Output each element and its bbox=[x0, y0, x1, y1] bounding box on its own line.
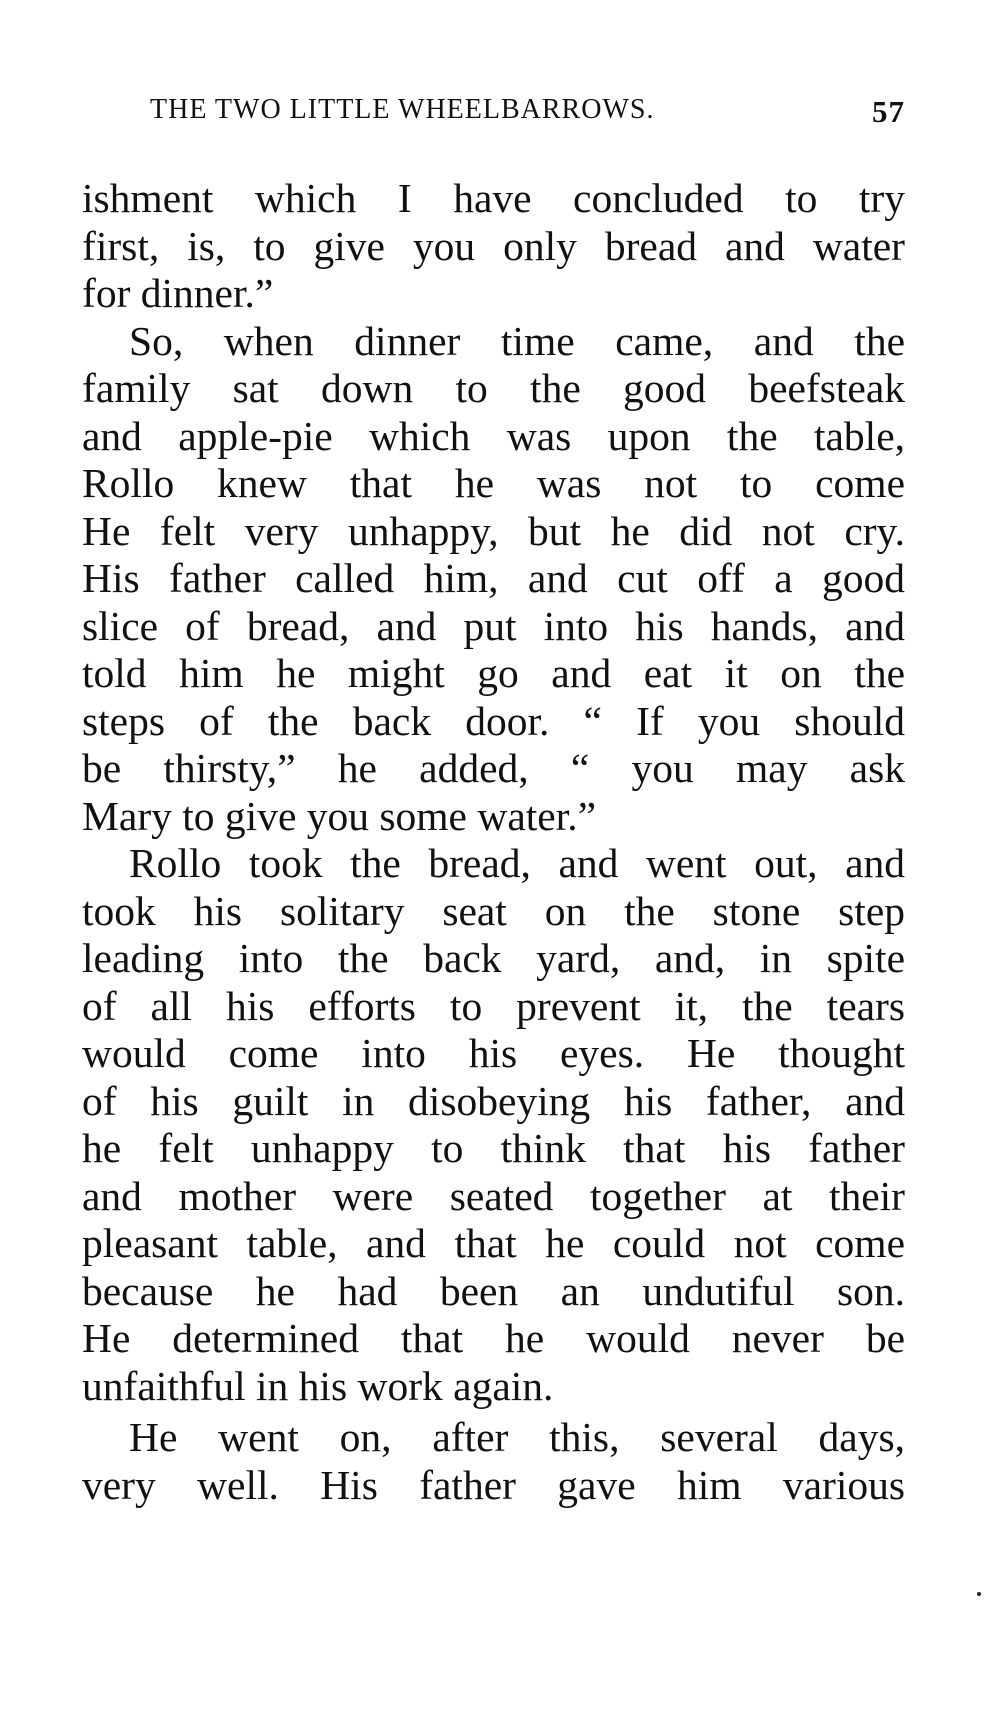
paragraph-rollo-bread bbox=[82, 840, 905, 1410]
text-line: steps of the back door. “ If you should bbox=[82, 697, 905, 744]
text-line: of his guilt in disobeying his father, and bbox=[82, 1077, 905, 1124]
text-line: His father called him, and cut off a good bbox=[82, 555, 905, 601]
paragraph-several-days bbox=[82, 1414, 905, 1509]
body-text bbox=[82, 175, 905, 1509]
text-line: Mary to give you some water.” bbox=[82, 792, 597, 839]
text-line: pleasant table, and that he could not come bbox=[82, 1220, 905, 1266]
text-line: Rollo knew that he was not to come bbox=[82, 460, 905, 506]
text-line: took his solitary seat on the stone step bbox=[82, 887, 905, 934]
text-line: leading into the back yard, and, in spite bbox=[82, 935, 905, 981]
text-line: unfaithful in his work again. bbox=[82, 1362, 554, 1409]
running-head bbox=[150, 94, 905, 134]
text-line: because he had been an undutiful son. bbox=[82, 1267, 905, 1314]
text-line: So, when dinner time came, and the bbox=[129, 317, 905, 364]
text-line: He determined that he would never be bbox=[82, 1315, 905, 1361]
text-line: Rollo took the bread, and went out, and bbox=[129, 840, 905, 886]
text-line: he felt unhappy to think that his father bbox=[82, 1125, 905, 1171]
text-line: and apple-pie which was upon the table, bbox=[82, 412, 905, 459]
print-speck bbox=[977, 1592, 981, 1596]
text-line: ishment which I have concluded to try bbox=[82, 175, 905, 221]
text-line: would come into his eyes. He thought bbox=[82, 1030, 905, 1076]
text-line: of all his efforts to prevent it, the tears bbox=[82, 982, 905, 1029]
text-line: be thirsty,” he added, “ you may ask bbox=[82, 745, 905, 791]
text-line: family sat down to the good beefsteak bbox=[82, 365, 905, 411]
text-line: first, is, to give you only bread and water bbox=[82, 222, 905, 269]
text-line: very well. His father gave him various bbox=[82, 1461, 905, 1508]
paragraph-dinner-time bbox=[82, 318, 905, 841]
text-line: and mother were seated together at their bbox=[82, 1172, 905, 1219]
page-number: 57 bbox=[872, 94, 905, 129]
running-title: THE TWO LITTLE WHEELBARROWS. bbox=[150, 94, 655, 125]
text-line: slice of bread, and put into his hands, and bbox=[82, 602, 905, 649]
text-line: He went on, after this, several days, bbox=[129, 1414, 905, 1460]
text-line: He felt very unhappy, but he did not cry. bbox=[82, 507, 905, 554]
paragraph-continuation bbox=[82, 175, 905, 318]
text-line: told him he might go and eat it on the bbox=[82, 650, 905, 696]
text-line: for dinner.” bbox=[82, 270, 274, 316]
